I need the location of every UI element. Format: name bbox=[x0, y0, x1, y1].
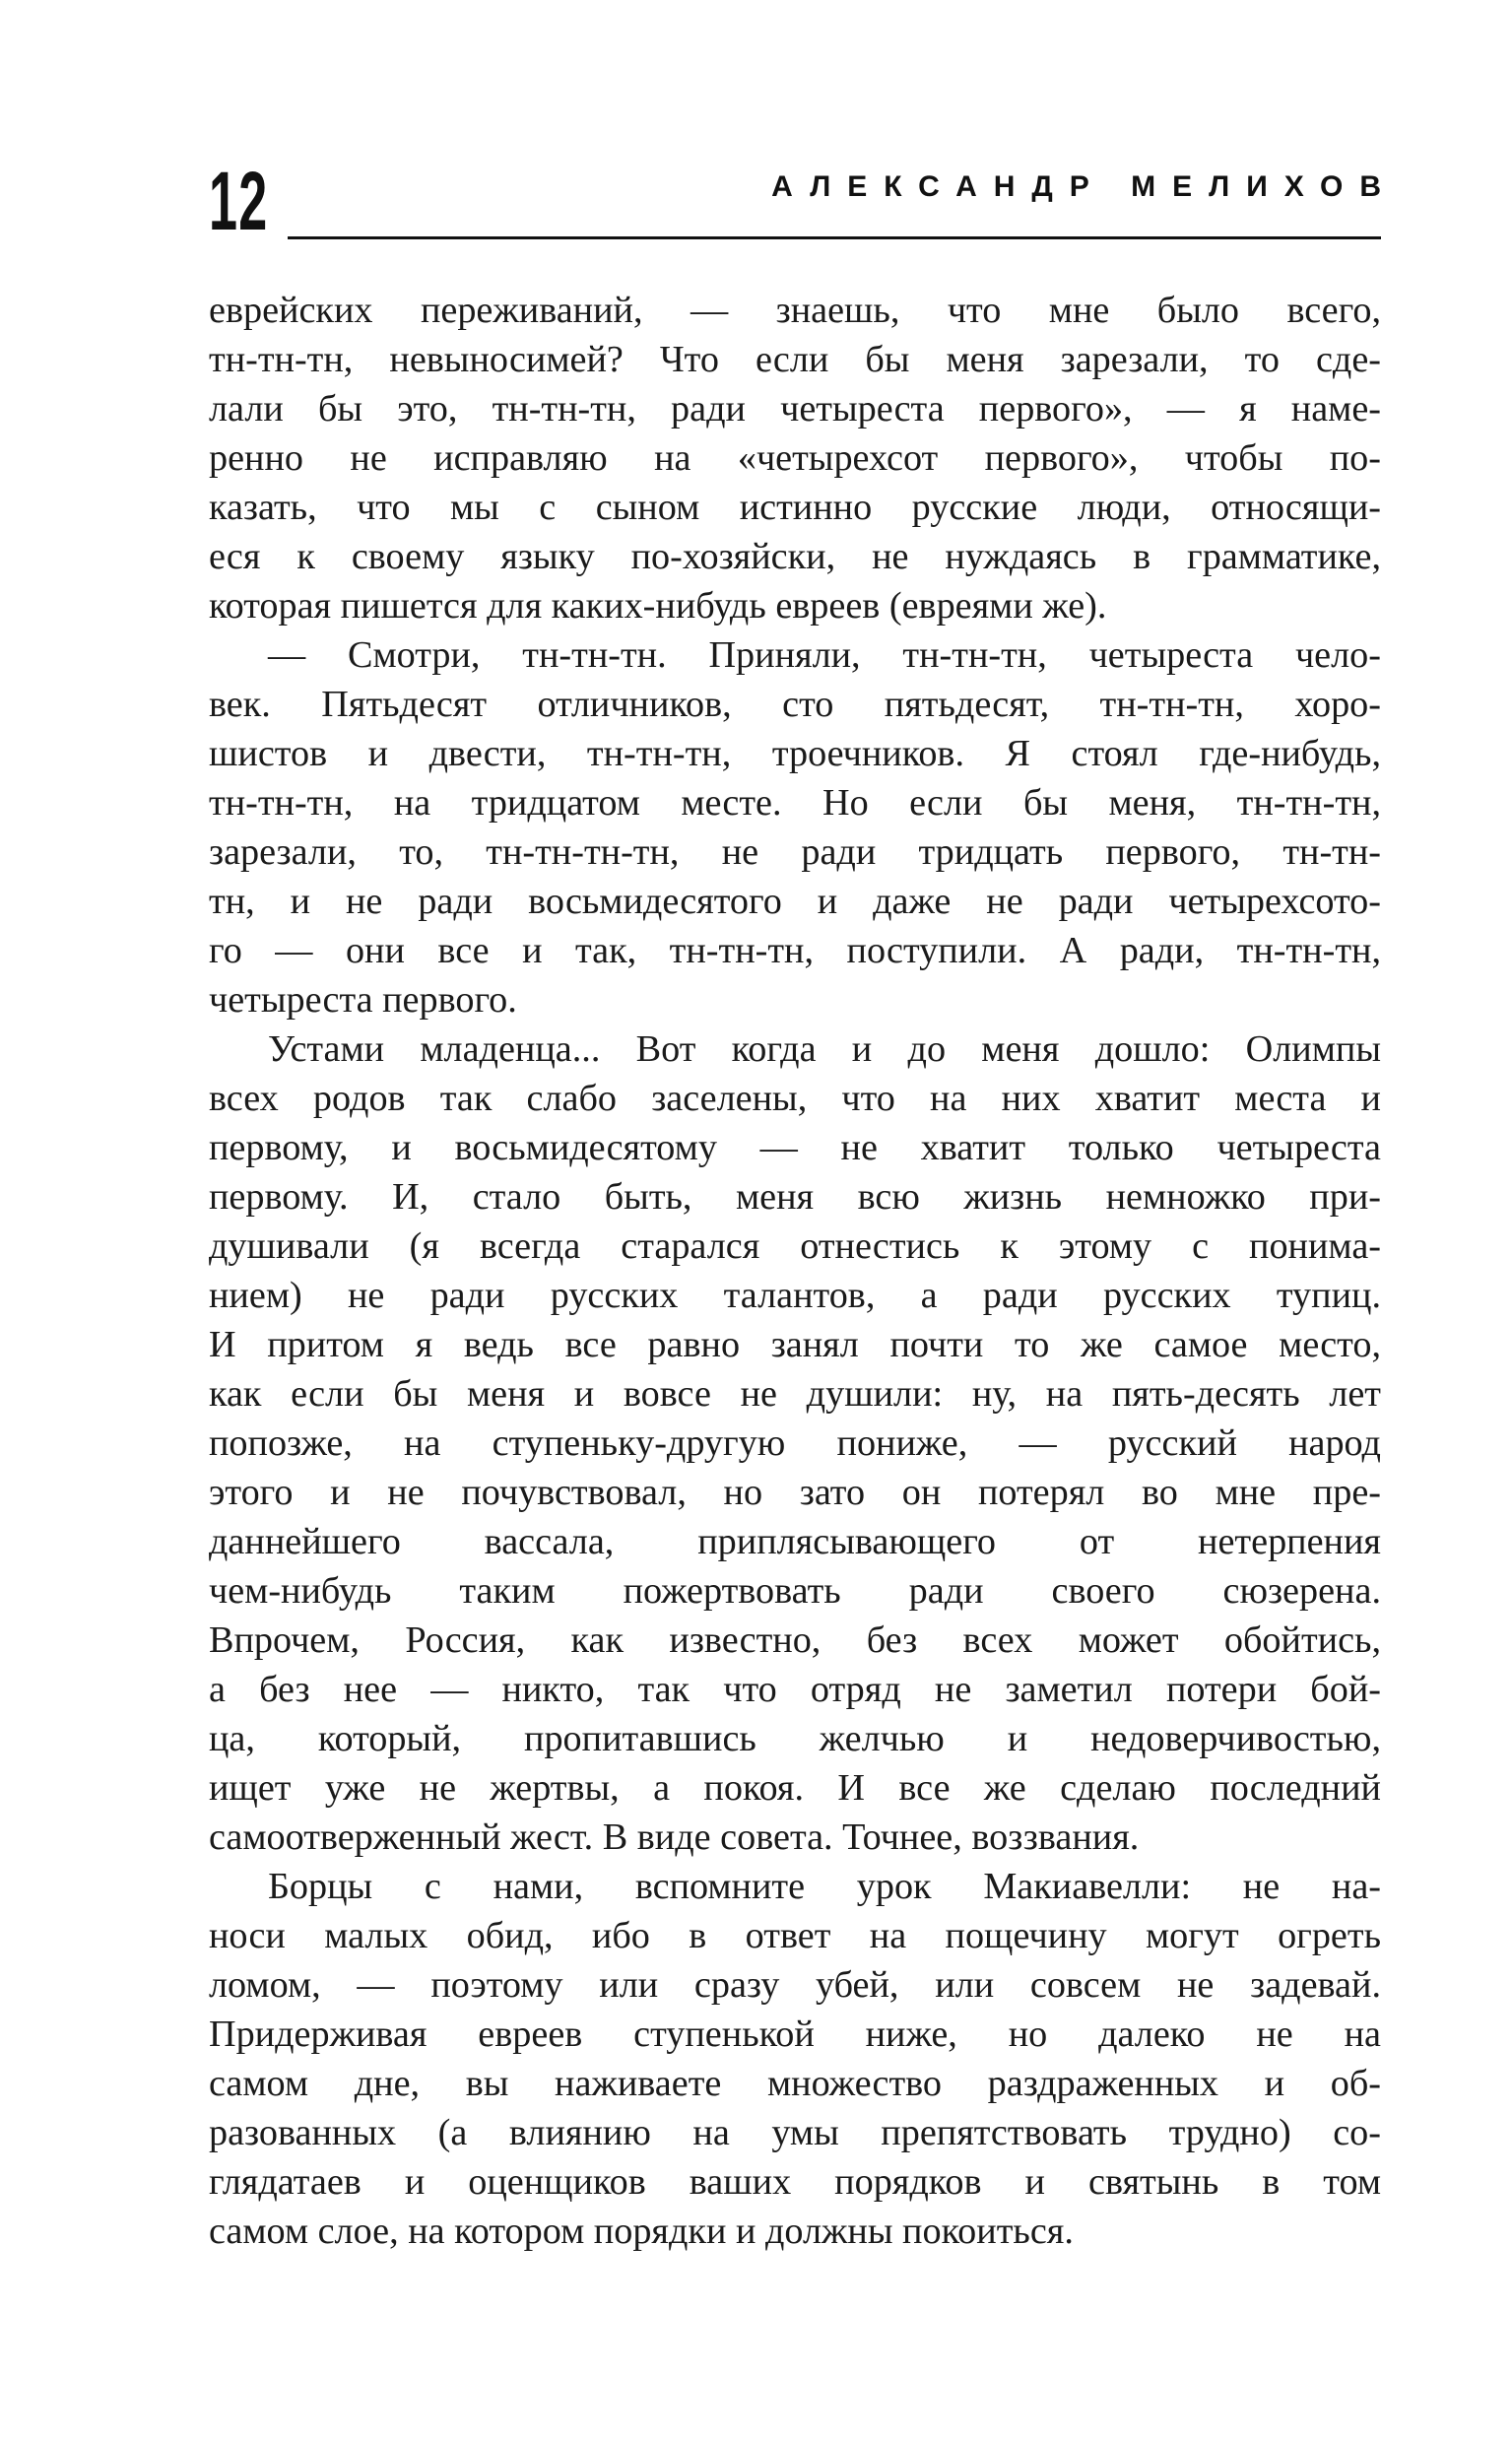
text-line: казать, что мы с сыном истинно русские люди, относящи- bbox=[209, 487, 1381, 528]
text-line: душивали (я всегда старался отнестись к этому с понима- bbox=[209, 1225, 1381, 1267]
text-line: носи малых обид, ибо в ответ на пощечину могут огреть bbox=[209, 1915, 1381, 1956]
text-line: тн-тн-тн, на тридцатом месте. Но если бы меня, тн-тн-тн, bbox=[209, 782, 1381, 824]
text-line: нием) не ради русских талантов, а ради русских тупиц. bbox=[209, 1275, 1381, 1316]
text-line: Придерживая евреев ступенькой ниже, но далеко не на bbox=[209, 2014, 1381, 2055]
text-line: век. Пятьдесят отличников, сто пятьдесят, тн-тн-тн, хоро- bbox=[209, 684, 1381, 725]
text-line: разованных (а влиянию на умы препятствовать трудно) со- bbox=[209, 2112, 1381, 2153]
text-line: а без нее — никто, так что отряд не заметил потери бой- bbox=[209, 1669, 1381, 1710]
text-line: чем-нибудь таким пожертвовать ради своего сюзерена. bbox=[209, 1570, 1381, 1612]
text-line: попозже, на ступеньку-другую пониже, — русский народ bbox=[209, 1422, 1381, 1464]
text-line: самоотверженный жест. В виде совета. Точнее, воззвания. bbox=[209, 1816, 1140, 1858]
text-line: шистов и двести, тн-тн-тн, троечников. Я стоял где-нибудь, bbox=[209, 733, 1381, 774]
text-line: самом дне, вы наживаете множество раздраженных и об- bbox=[209, 2063, 1381, 2104]
text-line: лали бы это, тн-тн-тн, ради четыреста первого», — я наме- bbox=[209, 388, 1381, 429]
text-line: Борцы с нами, вспомните урок Макиавелли: не на- bbox=[268, 1866, 1381, 1907]
text-line: тн-тн-тн, невыносимей? Что если бы меня зарезали, то сде- bbox=[209, 339, 1381, 380]
text-line: всех родов так слабо заселены, что на них хватит места и bbox=[209, 1078, 1381, 1119]
text-line: глядатаев и оценщиков ваших порядков и святынь в том bbox=[209, 2161, 1381, 2203]
text-line: еся к своему языку по-хозяйски, не нуждаясь в грамматике, bbox=[209, 536, 1381, 577]
text-line: еврейских переживаний, — знаешь, что мне было всего, bbox=[209, 290, 1381, 331]
text-line: даннейшего вассала, приплясывающего от нетерпения bbox=[209, 1521, 1381, 1562]
body-text bbox=[209, 286, 1381, 2256]
header-rule bbox=[288, 236, 1381, 239]
text-line: ца, который, пропитавшись желчью и недоверчивостью, bbox=[209, 1718, 1381, 1759]
text-line: ренно не исправляю на «четырехсот первого», чтобы по- bbox=[209, 437, 1381, 479]
running-head-author: АЛЕКСАНДР МЕЛИХОВ bbox=[771, 170, 1398, 203]
page-header bbox=[209, 155, 1398, 247]
text-line: Устами младенца... Вот когда и до меня дошло: Олимпы bbox=[268, 1028, 1381, 1070]
text-line: самом слое, на котором порядки и должны покоиться. bbox=[209, 2211, 1074, 2252]
text-line: зарезали, то, тн-тн-тн-тн, не ради тридцать первого, тн-тн- bbox=[209, 831, 1381, 873]
text-line: ищет уже не жертвы, а покоя. И все же сделаю последний bbox=[209, 1767, 1381, 1809]
text-line: четыреста первого. bbox=[209, 979, 517, 1021]
page-number: 12 bbox=[209, 155, 269, 247]
text-line: тн, и не ради восьмидесятого и даже не ради четырехсото- bbox=[209, 881, 1381, 922]
text-line: как если бы меня и вовсе не душили: ну, на пять-десять лет bbox=[209, 1373, 1381, 1415]
text-line: первому. И, стало быть, меня всю жизнь немножко при- bbox=[209, 1176, 1381, 1218]
text-line: которая пишется для каких-нибудь евреев (евреями же). bbox=[209, 585, 1107, 627]
text-line: — Смотри, тн-тн-тн. Приняли, тн-тн-тн, четыреста чело- bbox=[268, 634, 1381, 676]
text-line: И притом я ведь все равно занял почти то же самое место, bbox=[209, 1324, 1381, 1365]
text-line: первому, и восьмидесятому — не хватит только четыреста bbox=[209, 1127, 1381, 1168]
text-line: этого и не почувствовал, но зато он потерял во мне пре- bbox=[209, 1472, 1381, 1513]
text-line: Впрочем, Россия, как известно, без всех может обойтись, bbox=[209, 1619, 1381, 1661]
text-line: го — они все и так, тн-тн-тн, поступили. А ради, тн-тн-тн, bbox=[209, 930, 1381, 971]
text-line: ломом, — поэтому или сразу убей, или совсем не задевай. bbox=[209, 1964, 1381, 2006]
